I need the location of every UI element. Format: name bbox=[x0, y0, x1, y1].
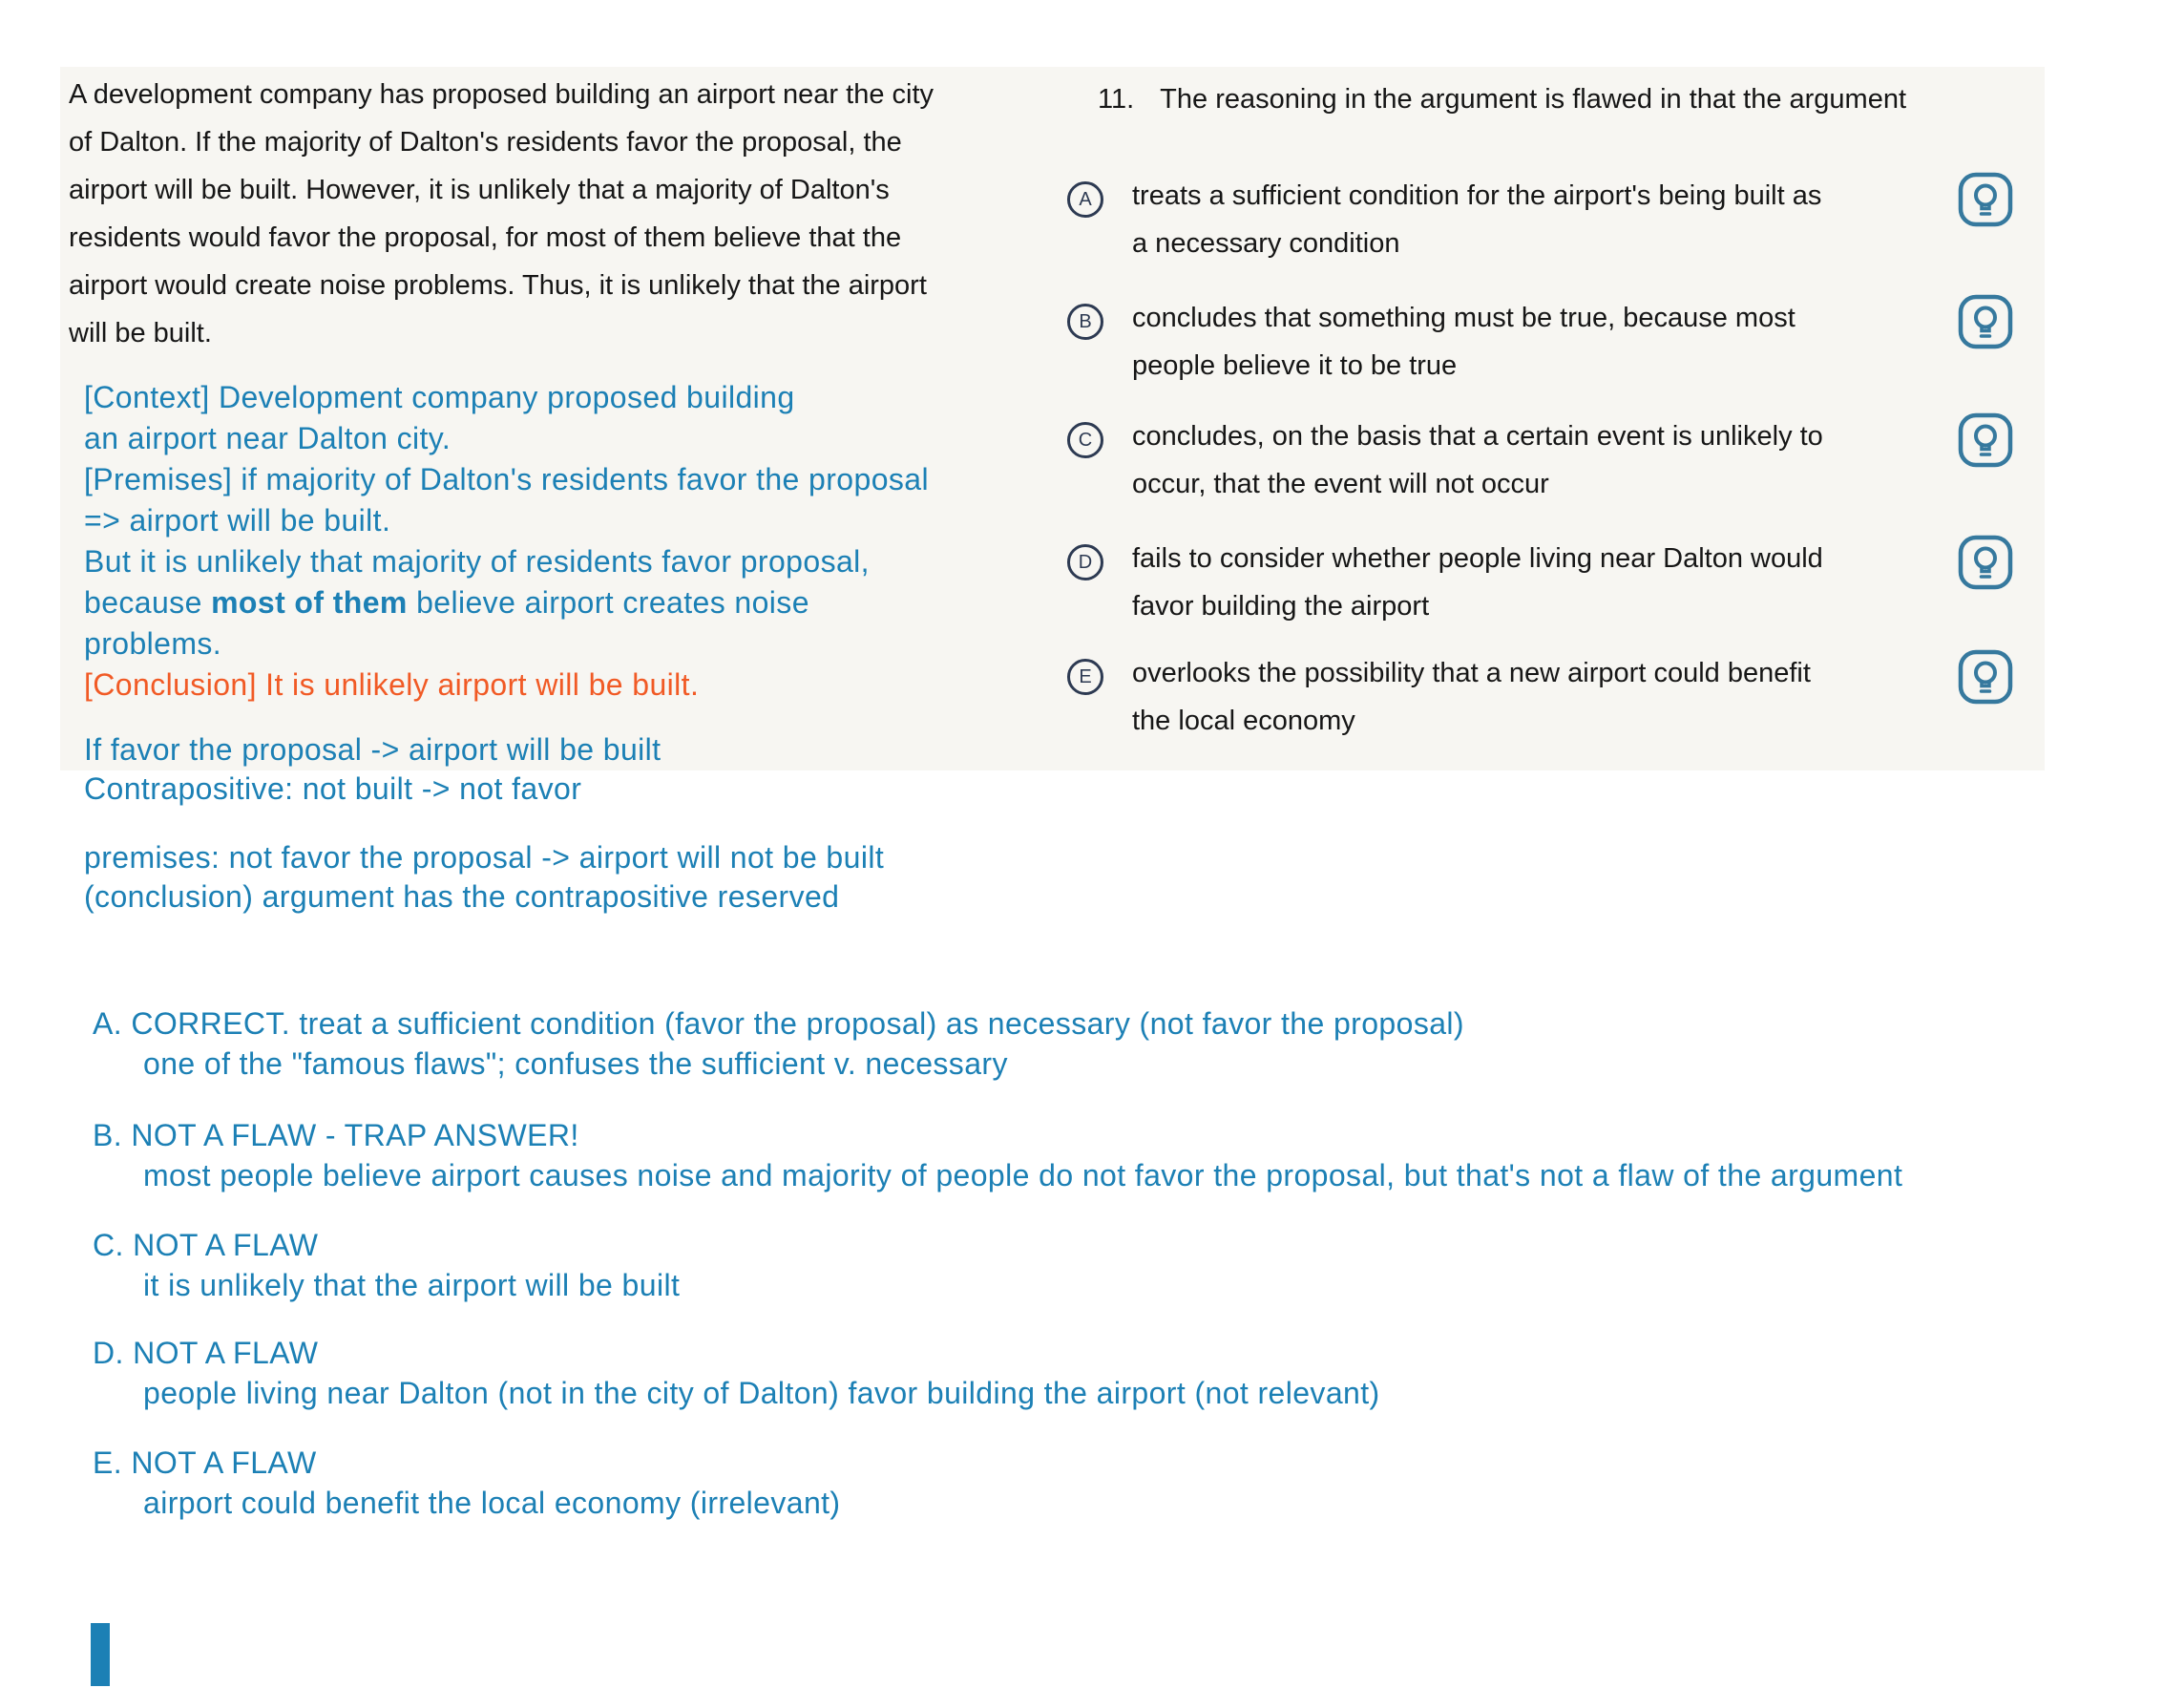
hint-button-e[interactable] bbox=[1958, 649, 2013, 705]
explanation-d bbox=[93, 1333, 2116, 1413]
choice-text-b: concludes that something must be true, because most people believe it to be true bbox=[1132, 303, 1796, 381]
choice-bubble-d[interactable]: D bbox=[1067, 544, 1103, 580]
explanation-heading: E. NOT A FLAW bbox=[93, 1445, 317, 1480]
explanation-e bbox=[93, 1443, 2116, 1523]
explanation-heading: B. NOT A FLAW - TRAP ANSWER! bbox=[93, 1118, 579, 1152]
hint-button-b[interactable] bbox=[1958, 294, 2013, 349]
note-line: But it is unlikely that majority of residents favor proposal, bbox=[84, 544, 870, 579]
choice-bubble-e[interactable]: E bbox=[1067, 659, 1103, 695]
note-line: (conclusion) argument has the contrapositive reserved bbox=[84, 879, 840, 914]
choice-text-a: treats a sufficient condition for the airport's being built as a necessary condition bbox=[1132, 180, 1822, 259]
explanation-detail: one of the "famous flaws"; confuses the sufficient v. necessary bbox=[143, 1046, 1008, 1081]
passage-line: airport would create noise problems. Thus, it is unlikely that the airport bbox=[69, 270, 927, 301]
answer-choice-b bbox=[1067, 294, 2031, 413]
explanation-a bbox=[93, 1003, 2116, 1084]
passage-line: A development company has proposed building an airport near the city bbox=[69, 79, 934, 110]
logic-notes-conditional bbox=[84, 730, 661, 809]
answer-choice-d bbox=[1067, 535, 2031, 654]
choice-bubble-a[interactable]: A bbox=[1067, 181, 1103, 218]
lightbulb-icon bbox=[1958, 535, 2013, 590]
bold-emphasis: most of them bbox=[211, 585, 408, 620]
note-line: Contrapositive: not built -> not favor bbox=[84, 771, 582, 806]
passage-line: airport will be built. However, it is unlikely that a majority of Dalton's bbox=[69, 175, 890, 205]
explanation-detail: people living near Dalton (not in the city of Dalton) favor building the airport (not relevant) bbox=[143, 1376, 1380, 1410]
passage-line: will be built. bbox=[69, 318, 212, 348]
stimulus-passage bbox=[69, 71, 1004, 357]
note-line: => airport will be built. bbox=[84, 503, 391, 538]
answer-choice-c bbox=[1067, 412, 2031, 532]
choice-text-d: fails to consider whether people living near Dalton would favor building the airport bbox=[1132, 543, 1823, 622]
choice-text-e: overlooks the possibility that a new airport could benefit the local economy bbox=[1132, 658, 1811, 736]
lightbulb-icon bbox=[1958, 294, 2013, 349]
answer-choice-a bbox=[1067, 172, 2031, 291]
question-header bbox=[1098, 84, 1906, 116]
note-line: If favor the proposal -> airport will be built bbox=[84, 732, 662, 767]
explanation-detail: airport could benefit the local economy (irrelevant) bbox=[143, 1486, 841, 1520]
conclusion-note: [Conclusion] It is unlikely airport will be built. bbox=[84, 667, 700, 702]
question-stem: The reasoning in the argument is flawed in that the argument bbox=[1160, 84, 1907, 115]
hint-button-d[interactable] bbox=[1958, 535, 2013, 590]
note-line: premises: not favor the proposal -> airport will not be built bbox=[84, 840, 885, 875]
note-line: an airport near Dalton city. bbox=[84, 421, 452, 455]
explanation-detail: most people believe airport causes noise and majority of people do not favor the proposal, but that's not a flaw of the argument bbox=[143, 1158, 1903, 1192]
note-line: [Context] Development company proposed building bbox=[84, 380, 795, 414]
note-line-with-bold: because most of them believe airport creates noise bbox=[84, 585, 809, 620]
choice-text-c: concludes, on the basis that a certain event is unlikely to occur, that the event will not occur bbox=[1132, 421, 1823, 499]
explanation-c bbox=[93, 1225, 2116, 1305]
question-number: 11. bbox=[1098, 84, 1135, 115]
passage-line: residents would favor the proposal, for most of them believe that the bbox=[69, 222, 902, 253]
hint-button-c[interactable] bbox=[1958, 412, 2013, 468]
lightbulb-icon bbox=[1958, 412, 2013, 468]
choice-bubble-b[interactable]: B bbox=[1067, 304, 1103, 340]
explanation-heading: D. NOT A FLAW bbox=[93, 1336, 319, 1370]
note-line: [Premises] if majority of Dalton's residents favor the proposal bbox=[84, 462, 929, 496]
lightbulb-icon bbox=[1958, 649, 2013, 705]
answer-choice-e bbox=[1067, 649, 2031, 769]
explanation-heading: C. NOT A FLAW bbox=[93, 1228, 319, 1262]
hint-button-a[interactable] bbox=[1958, 172, 2013, 227]
logic-notes-premise bbox=[84, 838, 884, 917]
stray-annotation-mark bbox=[91, 1623, 110, 1686]
explanation-detail: it is unlikely that the airport will be built bbox=[143, 1268, 681, 1302]
explanation-heading: A. CORRECT. treat a sufficient condition (favor the proposal) as necessary (not favor the proposal) bbox=[93, 1006, 1464, 1041]
note-line: problems. bbox=[84, 626, 222, 661]
passage-line: of Dalton. If the majority of Dalton's residents favor the proposal, the bbox=[69, 127, 902, 158]
analysis-notes bbox=[84, 377, 1039, 706]
lightbulb-icon bbox=[1958, 172, 2013, 227]
choice-bubble-c[interactable]: C bbox=[1067, 422, 1103, 458]
explanation-b bbox=[93, 1115, 2116, 1195]
